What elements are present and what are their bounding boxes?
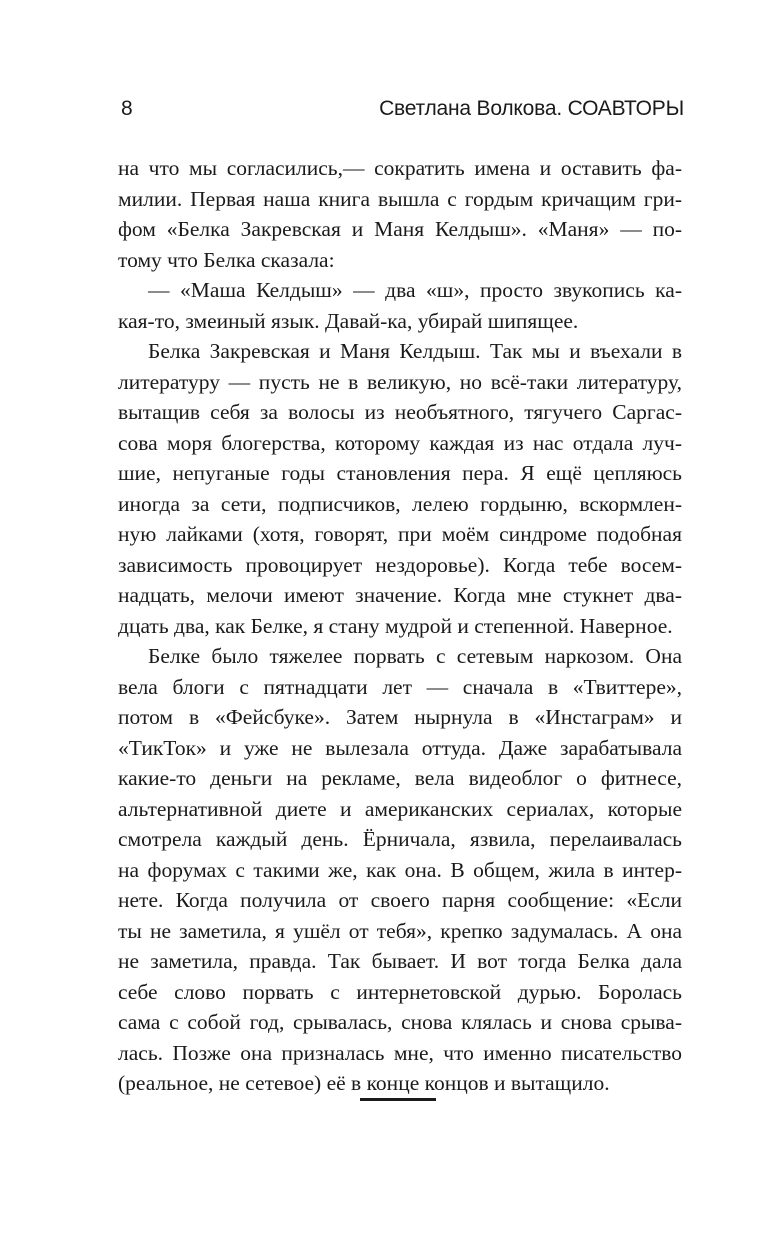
text-line: (реальное, не сетевое) её в конце концов и вытащило.	[118, 1071, 610, 1095]
text-line: какие-то деньги на рекламе, вела видеоблог о фитнесе,	[118, 766, 682, 790]
text-line: тому что Белка сказала:	[118, 247, 335, 272]
text-line: — «Маша Келдыш» — два «ш», просто звукопись ка-	[148, 278, 682, 302]
text-line: потом в «Фейсбуке». Затем нырнула в «Инстаграм» и	[118, 705, 682, 729]
text-line: сама с собой год, срывалась, снова клялась и снова срыва-	[118, 1010, 682, 1034]
text-line: литературу — пусть не в великую, но всё-таки литературу,	[118, 369, 682, 394]
body-text	[118, 153, 682, 1099]
text-line: Белке было тяжелее порвать с сетевым наркозом. Она	[148, 644, 682, 668]
text-line: зависимость провоцирует нездоровье). Когда тебе восем-	[118, 552, 682, 577]
text-line: ты не заметила, я ушёл от тебя», крепко задумалась. А она	[118, 918, 682, 943]
text-line: милии. Первая наша книга вышла с гордым кричащим гри-	[118, 186, 682, 211]
text-line: «ТикТок» и уже не вылезала оттуда. Даже зарабатывала	[118, 735, 682, 760]
text-line: нете. Когда получила от своего парня сообщение: «Если	[118, 888, 682, 912]
text-line: кая-то, змеиный язык. Давай-ка, убирай шипящее.	[118, 308, 579, 333]
text-line: Белка Закревская и Маня Келдыш. Так мы и въехали в	[148, 339, 682, 363]
text-line: себе слово порвать с интернетовской дурью. Боролась	[118, 979, 682, 1004]
text-line: ную лайками (хотя, говорят, при моём синдроме подобная	[118, 522, 682, 546]
text-line: не заметила, правда. Так бывает. И вот тогда Белка дала	[118, 949, 682, 973]
running-head-title: Светлана Волкова. СОАВТОРЫ	[379, 97, 684, 120]
text-line: на что мы согласились,— сократить имена и оставить фа-	[118, 156, 682, 180]
text-line: лась. Позже она призналась мне, что именно писательство	[118, 1040, 682, 1065]
text-line: на форумах с такими же, как она. В общем, жила в интер-	[118, 857, 682, 882]
section-end-rule	[360, 1098, 436, 1101]
text-line: вела блоги с пятнадцати лет — сначала в «Твиттере»,	[118, 674, 682, 699]
page-number: 8	[121, 97, 133, 120]
text-line: иногда за сети, подписчиков, лелею гордыню, вскормлен-	[118, 491, 682, 516]
text-line: дцать два, как Белке, я стану мудрой и степенной. Наверное.	[118, 613, 673, 638]
text-line: вытащив себя за волосы из необъятного, тягучего Саргас-	[118, 400, 682, 424]
text-line: надцать, мелочи имеют значение. Когда мне стукнет два-	[118, 583, 682, 607]
text-line: смотрела каждый день. Ёрничала, язвила, перелаивалась	[118, 827, 682, 851]
text-line: шие, непуганые годы становления пера. Я ещё цепляюсь	[118, 461, 682, 485]
text-line: альтернативной диете и американских сериалах, которые	[118, 796, 682, 821]
text-line: фом «Белка Закревская и Маня Келдыш». «Маня» — по-	[118, 217, 682, 241]
text-line: сова моря блогерства, которому каждая из нас отдала луч-	[118, 430, 682, 455]
